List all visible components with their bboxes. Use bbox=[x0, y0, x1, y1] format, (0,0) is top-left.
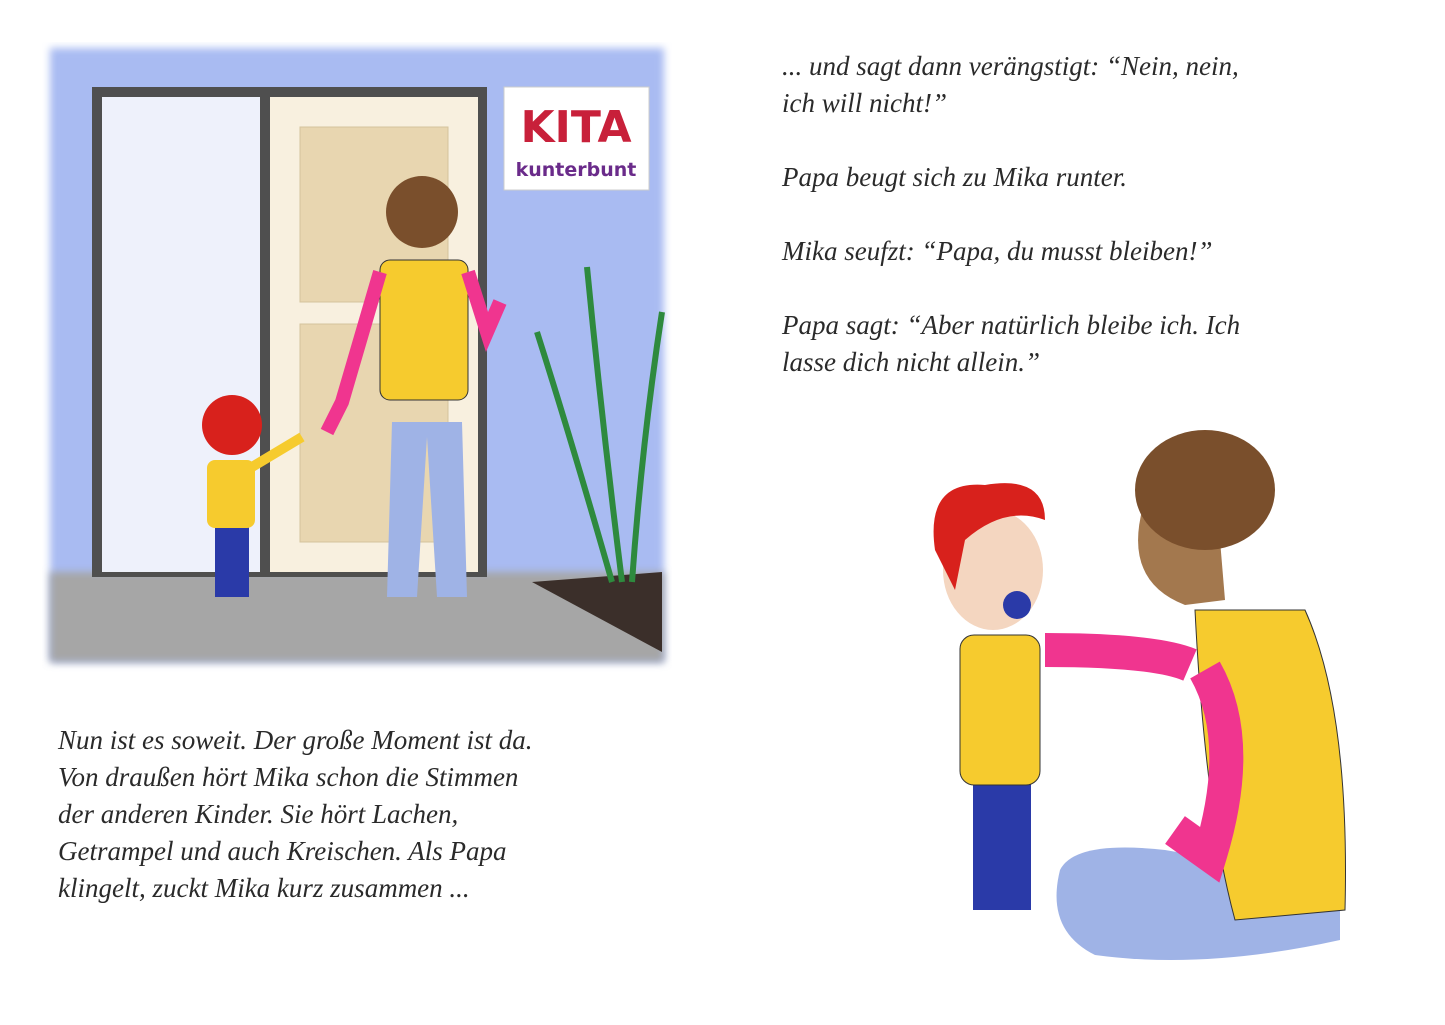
text-line: Getrampel und auch Kreischen. Als Papa bbox=[58, 836, 507, 866]
mika-and-dad-illustration bbox=[905, 410, 1365, 970]
dad-figure bbox=[1045, 430, 1346, 960]
left-page-text bbox=[58, 722, 532, 907]
kita-door-illustration bbox=[42, 42, 672, 672]
text-line: der anderen Kinder. Sie hört Lachen, bbox=[58, 799, 459, 829]
sign-subtitle: kunterbunt bbox=[515, 159, 637, 181]
text-line: Papa beugt sich zu Mika runter. bbox=[782, 162, 1127, 192]
text-line: lasse dich nicht allein.” bbox=[782, 347, 1040, 377]
mika-figure bbox=[934, 483, 1045, 910]
text-line: ich will nicht!” bbox=[782, 88, 947, 118]
right-page-text bbox=[782, 48, 1240, 381]
text-line: Papa sagt: “Aber natürlich bleibe ich. Ich bbox=[782, 310, 1241, 340]
text-line: Nun ist es soweit. Der große Moment ist da. bbox=[58, 725, 533, 755]
text-line: klingelt, zuckt Mika kurz zusammen ... bbox=[58, 873, 470, 903]
sign-title: KITA bbox=[520, 102, 632, 153]
text-line: Mika seufzt: “Papa, du musst bleiben!” bbox=[782, 236, 1213, 266]
text-line: Von draußen hört Mika schon die Stimmen bbox=[58, 762, 519, 792]
text-line: ... und sagt dann verängstigt: “Nein, nein, bbox=[782, 51, 1239, 81]
